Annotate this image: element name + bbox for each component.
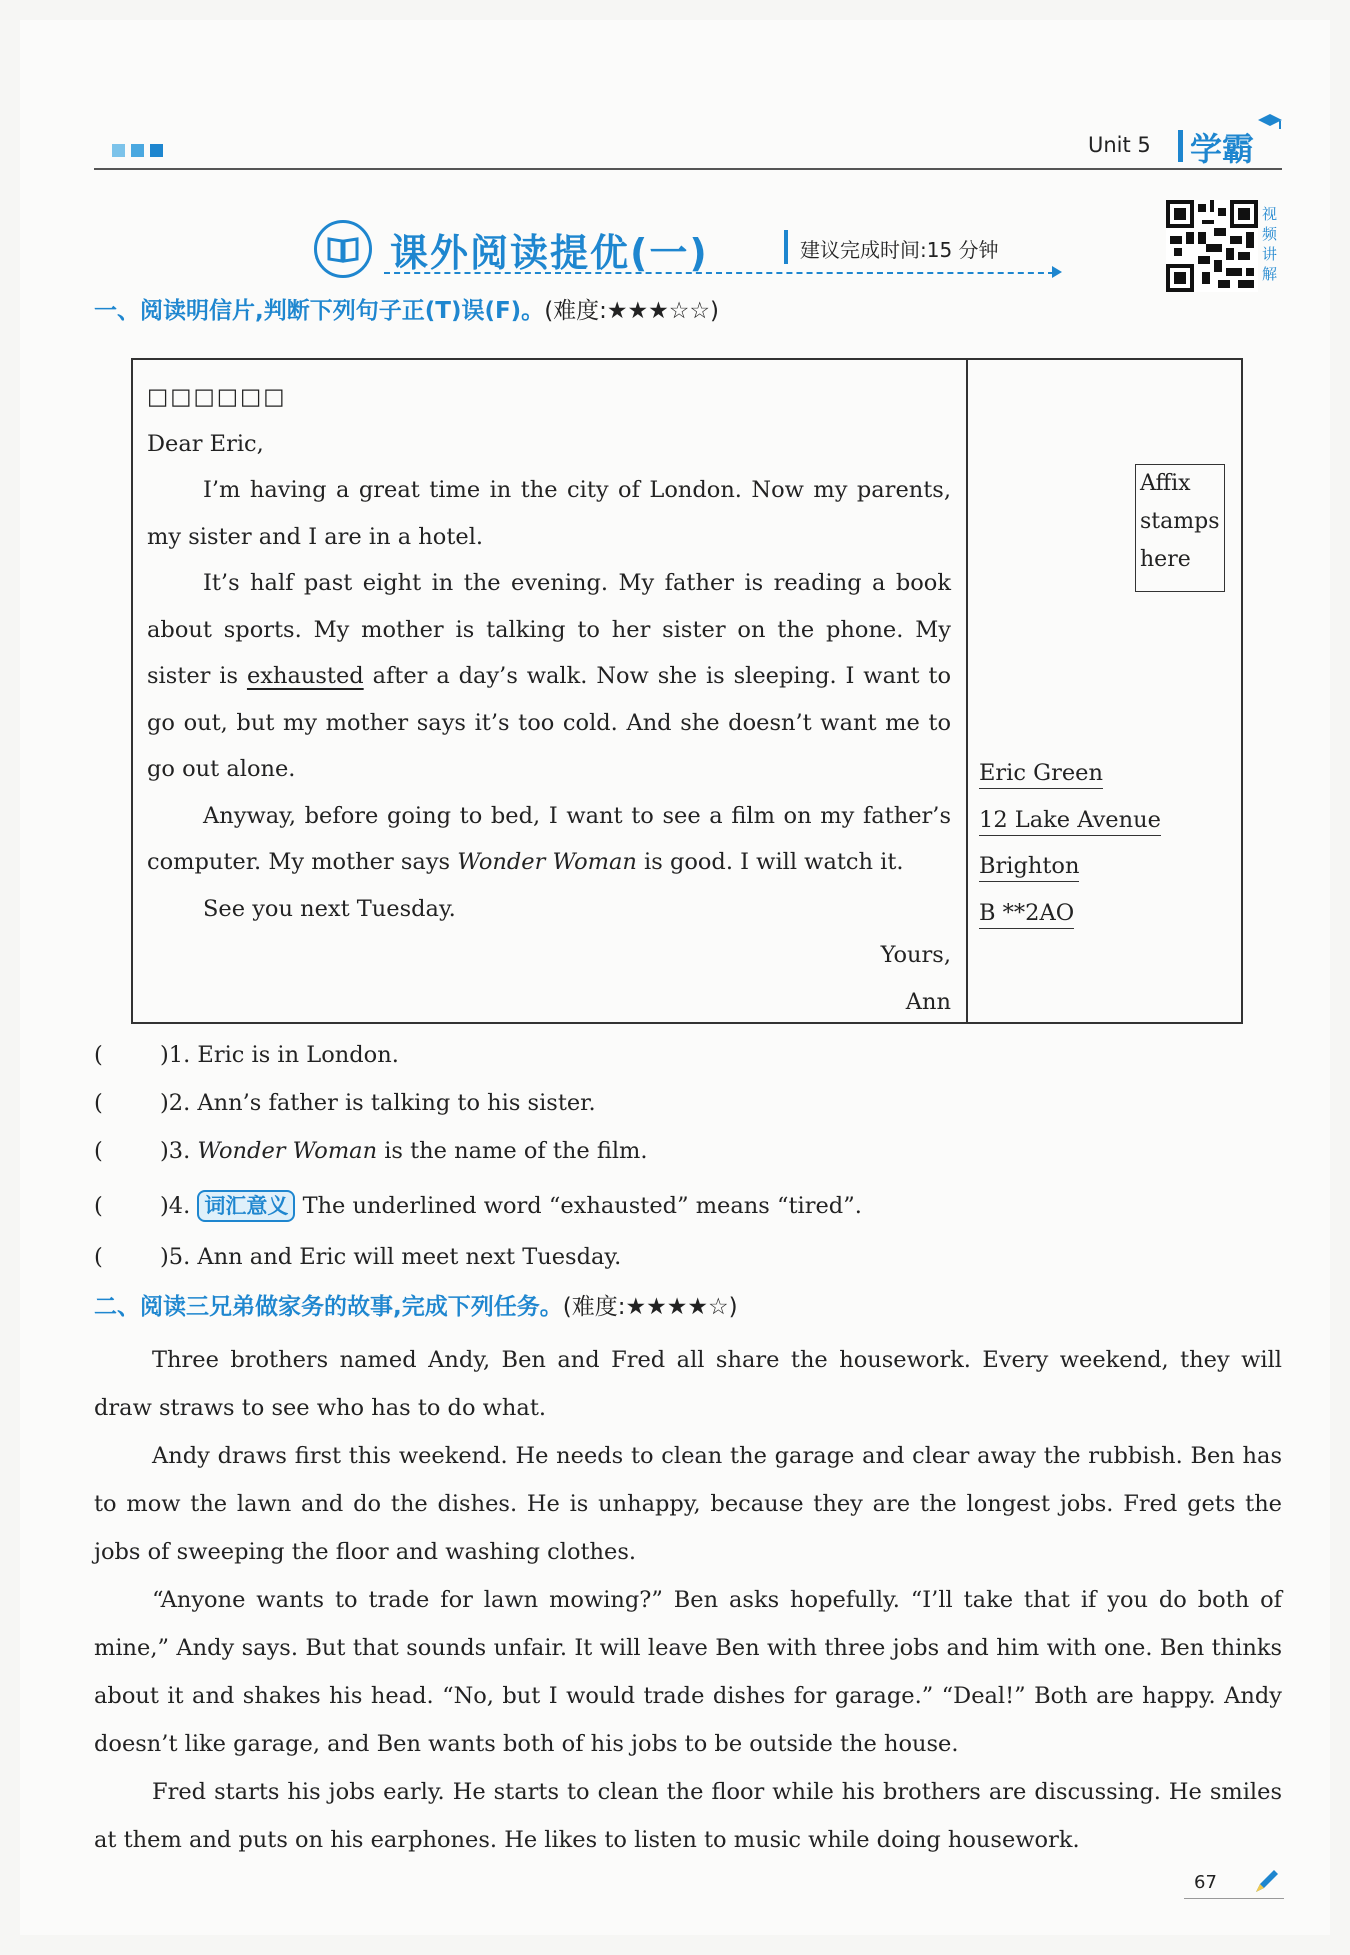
page (20, 20, 1330, 1935)
paragraph-4: See you next Tuesday. (203, 895, 456, 922)
question-4 (94, 1190, 862, 1222)
book-icon (314, 220, 372, 278)
story-paragraph: Andy draws first this weekend. He needs to clean the garage and clear away the rubbish. Ben has to mow the lawn and do the dishes. He is unhappy, because they are the longest jobs. Fred gets the jobs of sweeping the floor and washing clothes. (94, 1443, 1282, 1565)
section-two-title: 二、阅读三兄弟做家务的故事,完成下列任务。 (94, 1294, 563, 1320)
story-paragraph: Three brothers named Andy, Ben and Fred all share the housework. Every weekend, they will draw straws to see who has to do what. (94, 1347, 1282, 1421)
paragraph-3-end: is good. I will watch it. (636, 849, 904, 875)
underlined-word: exhausted (246, 663, 364, 689)
unit-label: Unit 5 (1088, 133, 1151, 157)
answer-blank[interactable]: ( (94, 1193, 103, 1219)
address-line: Eric Green (979, 760, 1103, 789)
difficulty-rating: (难度:★★★★☆) (562, 1294, 738, 1320)
pencil-icon (1252, 1866, 1282, 1896)
paragraph-2-start: It’s half past eight in the evening. My father is reading a book about sports. My mother is talking to her sister on the phone. My sister is (147, 570, 951, 689)
section-one-heading (94, 292, 719, 325)
answer-blank[interactable]: ( (94, 1090, 103, 1116)
qr-video-label: 视频讲解 (1262, 205, 1278, 283)
question-text: is the name of the film. (377, 1138, 648, 1164)
stamp-line: stamps (1140, 509, 1220, 534)
section-one-title: 一、阅读明信片,判断下列句子正(T)误(F)。 (94, 298, 545, 324)
question-1 (94, 1042, 399, 1068)
paragraph-2-end: after a day’s walk. Now she is sleeping. I want to go out, but my mother says it’s too cold. And she doesn’t want me to go out alone. (147, 663, 951, 782)
question-number: )3. (160, 1138, 191, 1164)
footer-rule (1184, 1898, 1284, 1899)
address-line: 12 Lake Avenue (979, 807, 1161, 836)
question-number: )4. (160, 1193, 191, 1219)
qr-code-icon[interactable] (1166, 200, 1258, 292)
address-line: B **2AO (979, 900, 1074, 929)
difficulty-rating: (难度:★★★☆☆) (544, 298, 719, 324)
arrow-right-icon (1052, 266, 1062, 278)
section-two-heading (94, 1288, 738, 1321)
story-text (94, 1336, 1282, 1864)
paragraph-3 (147, 793, 951, 886)
question-3 (94, 1138, 648, 1164)
stamp-line: here (1140, 547, 1191, 572)
graduation-cap-icon (1256, 112, 1282, 130)
signature: Ann (905, 988, 951, 1015)
blank-boxes: □□□□□□ (147, 384, 287, 410)
question-text: Eric is in London. (197, 1042, 399, 1068)
section-title (314, 220, 1054, 280)
paragraph-1: I’m having a great time in the city of London. Now my parents, my sister and I are in a hotel. (147, 477, 951, 550)
question-number: )2. (160, 1090, 191, 1116)
address-line: Brighton (979, 853, 1079, 882)
title-divider (784, 230, 788, 264)
address-block (979, 750, 1161, 936)
question-2 (94, 1090, 596, 1116)
answer-blank[interactable]: ( (94, 1138, 103, 1164)
brand-logo: 学霸 (1190, 130, 1255, 168)
question-text: Ann’s father is talking to his sister. (197, 1090, 596, 1116)
postcard (131, 358, 1243, 1024)
page-number: 67 (1194, 1872, 1217, 1893)
closing: Yours, (880, 942, 951, 968)
film-title: Wonder Woman (457, 849, 637, 875)
postcard-divider (966, 360, 968, 1022)
question-number: )1. (160, 1042, 191, 1068)
story-paragraph: Fred starts his jobs early. He starts to clean the floor while his brothers are discussing. He smiles at them and puts on his earphones. He likes to listen to music while doing housework. (94, 1779, 1282, 1853)
header-rule (94, 168, 1282, 170)
vocabulary-tag: 词汇意义 (197, 1190, 295, 1222)
greeting: Dear Eric, (147, 430, 264, 457)
postcard-message (147, 374, 951, 1025)
paragraph-2 (147, 560, 951, 793)
suggested-time: 建议完成时间:15 分钟 (800, 238, 999, 262)
page-title: 课外阅读提优(一) (390, 231, 709, 275)
answer-blank[interactable]: ( (94, 1244, 103, 1270)
question-text: Ann and Eric will meet next Tuesday. (197, 1244, 622, 1270)
paragraph-3-start: Anyway, before going to bed, I want to see a film on my father’s computer. My mother says (147, 802, 951, 875)
question-number: )5. (160, 1244, 191, 1270)
answer-blank[interactable]: ( (94, 1042, 103, 1068)
stamp-line: Affix (1140, 471, 1191, 496)
story-paragraph: “Anyone wants to trade for lawn mowing?” Ben asks hopefully. “I’ll take that if you do both of mine,” Andy says. But that sounds unfair. It will leave Ben with three jobs and him with one. Ben thinks about it and shakes his head. “No, but I would trade dishes for garage.” “Deal!” Both are happy. Andy doesn’t like garage, and Ben wants both of his jobs to be outside the house. (94, 1587, 1282, 1757)
title-dashed-line (384, 272, 1054, 274)
question-text: The underlined word “exhausted” means “tired”. (302, 1193, 862, 1219)
header-decoration (112, 144, 163, 157)
question-italic: Wonder Woman (197, 1138, 378, 1164)
stamp-box (1135, 464, 1225, 592)
brand-divider (1178, 130, 1183, 162)
question-5 (94, 1244, 621, 1270)
